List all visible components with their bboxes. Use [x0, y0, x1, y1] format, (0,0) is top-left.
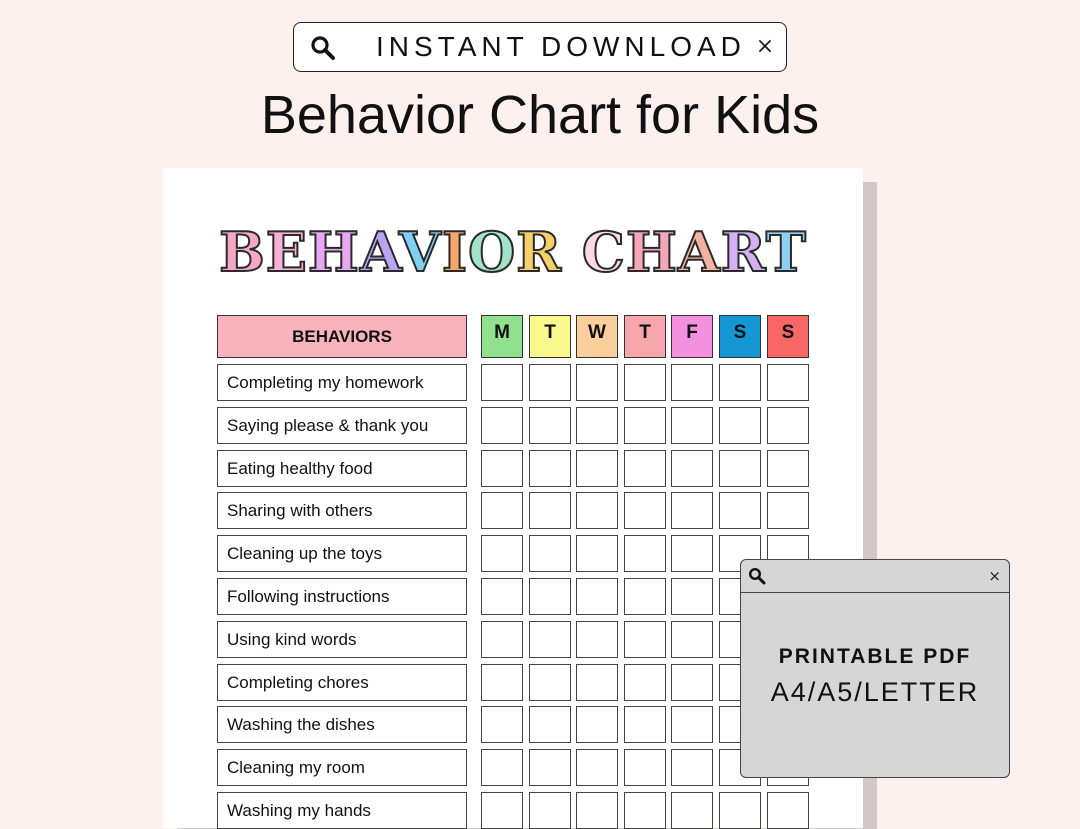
checkbox-cell[interactable] [767, 364, 809, 401]
checkbox-cell[interactable] [624, 792, 666, 829]
checkbox-cell[interactable] [481, 749, 523, 786]
page-headline: Behavior Chart for Kids [260, 85, 820, 145]
behavior-label: Completing chores [217, 664, 467, 701]
checkbox-cell[interactable] [529, 578, 571, 615]
day-header: F [671, 315, 713, 358]
behavior-label: Washing the dishes [217, 706, 467, 743]
checkbox-cell[interactable] [671, 706, 713, 743]
checkbox-cell[interactable] [624, 535, 666, 572]
checkbox-cell[interactable] [671, 749, 713, 786]
search-icon [310, 35, 336, 61]
chart-title [163, 220, 863, 284]
behavior-label: Eating healthy food [217, 450, 467, 487]
chart-title-letter: B [219, 220, 266, 284]
checkbox-cell[interactable] [624, 450, 666, 487]
checkbox-cell[interactable] [576, 664, 618, 701]
chart-title-letter: R [516, 220, 563, 284]
chart-title-letter: O [468, 220, 517, 284]
checkbox-cell[interactable] [529, 664, 571, 701]
checkbox-cell[interactable] [576, 792, 618, 829]
checkbox-cell[interactable] [624, 364, 666, 401]
chart-title-letter: V [398, 220, 442, 284]
checkbox-cell[interactable] [576, 492, 618, 529]
checkbox-cell[interactable] [481, 535, 523, 572]
checkbox-cell[interactable] [671, 407, 713, 444]
checkbox-cell[interactable] [576, 706, 618, 743]
checkbox-cell[interactable] [576, 621, 618, 658]
checkbox-cell[interactable] [529, 792, 571, 829]
checkbox-cell[interactable] [719, 407, 761, 444]
popup-subtitle: A4/A5/LETTER [770, 677, 980, 707]
checkbox-cell[interactable] [481, 407, 523, 444]
behavior-label: Cleaning up the toys [217, 535, 467, 572]
printable-pdf-popup [740, 559, 1010, 778]
checkbox-cell[interactable] [671, 535, 713, 572]
day-header: S [767, 315, 809, 358]
checkbox-cell[interactable] [719, 364, 761, 401]
chart-title-letter: T [765, 220, 807, 284]
day-header: S [719, 315, 761, 358]
checkbox-cell[interactable] [671, 364, 713, 401]
close-icon[interactable]: × [988, 567, 1001, 585]
checkbox-cell[interactable] [576, 749, 618, 786]
checkbox-cell[interactable] [576, 407, 618, 444]
checkbox-cell[interactable] [767, 492, 809, 529]
behavior-label: Following instructions [217, 578, 467, 615]
checkbox-cell[interactable] [481, 492, 523, 529]
chart-title-letter: I [441, 220, 469, 284]
search-icon [748, 567, 766, 585]
checkbox-cell[interactable] [529, 706, 571, 743]
behavior-label: Using kind words [217, 621, 467, 658]
checkbox-cell[interactable] [576, 364, 618, 401]
checkbox-cell[interactable] [481, 664, 523, 701]
chart-title-letter: H [625, 220, 678, 284]
checkbox-cell[interactable] [576, 535, 618, 572]
chart-title-letter: R [720, 220, 766, 284]
checkbox-cell[interactable] [576, 578, 618, 615]
checkbox-cell[interactable] [767, 407, 809, 444]
checkbox-cell[interactable] [671, 664, 713, 701]
checkbox-cell[interactable] [671, 450, 713, 487]
behavior-label: Saying please & thank you [217, 407, 467, 444]
checkbox-cell[interactable] [671, 621, 713, 658]
checkbox-cell[interactable] [529, 407, 571, 444]
chart-title-letter: H [307, 220, 360, 284]
day-header: M [481, 315, 523, 358]
day-header: T [624, 315, 666, 358]
checkbox-cell[interactable] [671, 578, 713, 615]
checkbox-cell[interactable] [624, 621, 666, 658]
instant-download-banner[interactable] [293, 22, 787, 72]
chart-title-letter: E [265, 220, 308, 284]
close-icon[interactable]: × [755, 34, 775, 59]
popup-title: PRINTABLE PDF [778, 645, 972, 668]
behavior-label: Sharing with others [217, 492, 467, 529]
checkbox-cell[interactable] [529, 535, 571, 572]
checkbox-cell[interactable] [719, 450, 761, 487]
checkbox-cell[interactable] [624, 492, 666, 529]
checkbox-cell[interactable] [529, 450, 571, 487]
checkbox-cell[interactable] [624, 407, 666, 444]
behavior-label: Completing my homework [217, 364, 467, 401]
chart-title-letter: A [677, 220, 721, 284]
checkbox-cell[interactable] [481, 621, 523, 658]
checkbox-cell[interactable] [529, 364, 571, 401]
checkbox-cell[interactable] [481, 792, 523, 829]
day-header: W [576, 315, 618, 358]
checkbox-cell[interactable] [719, 492, 761, 529]
checkbox-cell[interactable] [767, 450, 809, 487]
checkbox-cell[interactable] [481, 364, 523, 401]
chart-title-letter: C [581, 220, 626, 284]
checkbox-cell[interactable] [529, 621, 571, 658]
day-header: T [529, 315, 571, 358]
checkbox-cell[interactable] [624, 749, 666, 786]
checkbox-cell[interactable] [481, 450, 523, 487]
checkbox-cell[interactable] [767, 792, 809, 829]
chart-title-letter [562, 220, 582, 284]
behavior-label: Cleaning my room [217, 749, 467, 786]
checkbox-cell[interactable] [671, 492, 713, 529]
checkbox-cell[interactable] [529, 749, 571, 786]
checkbox-cell[interactable] [624, 578, 666, 615]
checkbox-cell[interactable] [719, 792, 761, 829]
checkbox-cell[interactable] [576, 450, 618, 487]
checkbox-cell[interactable] [481, 706, 523, 743]
checkbox-cell[interactable] [529, 492, 571, 529]
banner-text: INSTANT DOWNLOAD [376, 31, 746, 62]
checkbox-cell[interactable] [624, 706, 666, 743]
checkbox-cell[interactable] [481, 578, 523, 615]
popup-titlebar [741, 560, 1009, 593]
behaviors-header: BEHAVIORS [217, 315, 467, 358]
checkbox-cell[interactable] [671, 792, 713, 829]
behavior-label: Washing my hands [217, 792, 467, 829]
checkbox-cell[interactable] [624, 664, 666, 701]
chart-title-letter: A [359, 220, 399, 284]
